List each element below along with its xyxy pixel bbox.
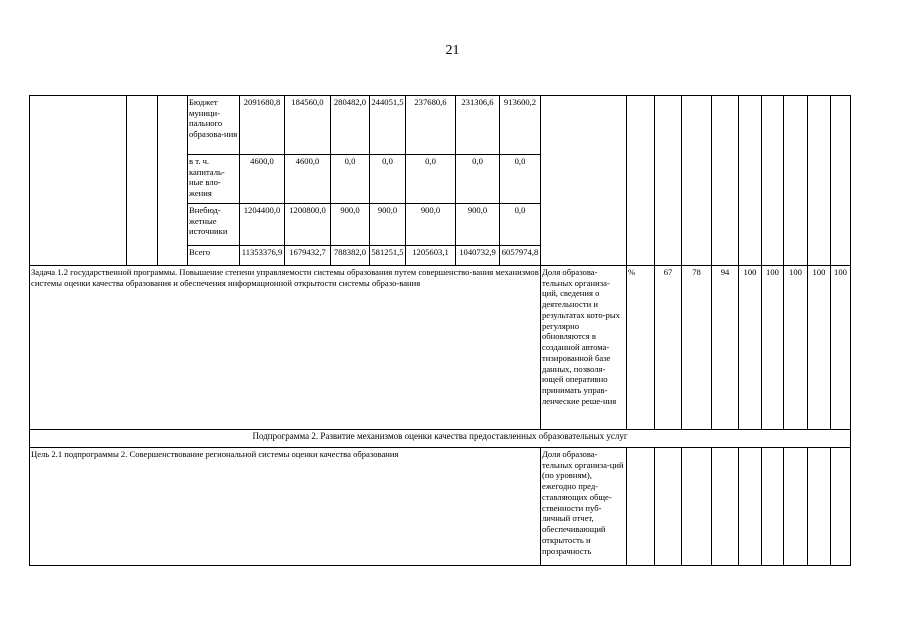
source-label: Бюджет муници-пального образова-ния (188, 96, 240, 155)
amount-cell: 4600,0 (285, 155, 331, 204)
target-value-cell: 67 (655, 266, 682, 430)
source-label: Всего (188, 246, 240, 266)
table-row (30, 266, 851, 430)
indicator-cell: Доля образова-тельных организа-ций (по уровням), ежегодно пред-ставляющих обще-ственности пуб-личный отчет, обеспечивающий открытость и прозрачность (541, 448, 627, 566)
amount-cell: 900,0 (406, 204, 456, 246)
empty-cell (627, 96, 655, 266)
target-value-cell: 100 (831, 266, 851, 430)
amount-cell: 6057974,8 (500, 246, 541, 266)
target-value-cell: 78 (682, 266, 712, 430)
amount-cell: 900,0 (456, 204, 500, 246)
amount-cell: 2091680,8 (240, 96, 285, 155)
program-table (29, 95, 851, 566)
empty-cell (808, 96, 831, 266)
amount-cell: 0,0 (500, 204, 541, 246)
empty-cell (831, 96, 851, 266)
empty-cell (762, 96, 784, 266)
target-value-cell (712, 448, 739, 566)
unit-cell: % (627, 266, 655, 430)
amount-cell: 0,0 (456, 155, 500, 204)
amount-cell: 0,0 (406, 155, 456, 204)
source-label: Внебюд-жетные источники (188, 204, 240, 246)
target-value-cell: 100 (762, 266, 784, 430)
empty-cell (30, 96, 127, 266)
amount-cell: 788382,0 (331, 246, 370, 266)
target-value-cell: 100 (784, 266, 808, 430)
target-value-cell (808, 448, 831, 566)
target-value-cell: 100 (808, 266, 831, 430)
empty-cell (127, 96, 158, 266)
amount-cell: 1204400,0 (240, 204, 285, 246)
amount-cell: 184560,0 (285, 96, 331, 155)
empty-cell (541, 96, 627, 266)
empty-cell (784, 96, 808, 266)
amount-cell: 913600,2 (500, 96, 541, 155)
amount-cell: 1205603,1 (406, 246, 456, 266)
unit-cell (627, 448, 655, 566)
amount-cell: 1040732,9 (456, 246, 500, 266)
target-value-cell (831, 448, 851, 566)
empty-cell (712, 96, 739, 266)
page-number: 21 (445, 43, 460, 58)
target-value-cell (682, 448, 712, 566)
amount-cell: 4600,0 (240, 155, 285, 204)
target-value-cell (655, 448, 682, 566)
table-row (30, 448, 851, 566)
amount-cell: 244051,5 (370, 96, 406, 155)
task-description: Задача 1.2 государственной программы. Повышение степени управляемости системы образования путем совершенство-вания механизмов системы оценки качества образования и обеспечения информационной открытости системы образо-вания (30, 266, 541, 430)
empty-cell (739, 96, 762, 266)
amount-cell: 0,0 (331, 155, 370, 204)
subprogram-title: Подпрограмма 2. Развитие механизмов оценки качества предоставленных образовательных услуг (30, 430, 851, 448)
amount-cell: 11353376,9 (240, 246, 285, 266)
amount-cell: 0,0 (370, 155, 406, 204)
empty-cell (682, 96, 712, 266)
target-value-cell (762, 448, 784, 566)
amount-cell: 231306,6 (456, 96, 500, 155)
goal-description: Цель 2.1 подпрограммы 2. Совершенствование региональной системы оценки качества образования (30, 448, 541, 566)
source-label: в т. ч. капиталь-ные вло-жения (188, 155, 240, 204)
table-row (30, 430, 851, 448)
amount-cell: 900,0 (331, 204, 370, 246)
amount-cell: 1679432,7 (285, 246, 331, 266)
empty-cell (158, 96, 188, 266)
amount-cell: 581251,5 (370, 246, 406, 266)
amount-cell: 237680,6 (406, 96, 456, 155)
target-value-cell: 100 (739, 266, 762, 430)
target-value-cell: 94 (712, 266, 739, 430)
table-row (30, 96, 851, 155)
indicator-cell: Доля образова-тельных организа-ций, сведения о деятельности и результатах кото-рых регулярно обновляются в созданной автома-тизированной базе данных, позволя-ющей оперативно принимать управ-ленческие реше-ния (541, 266, 627, 430)
amount-cell: 280482,0 (331, 96, 370, 155)
target-value-cell (739, 448, 762, 566)
empty-cell (655, 96, 682, 266)
target-value-cell (784, 448, 808, 566)
amount-cell: 0,0 (500, 155, 541, 204)
amount-cell: 1200800,0 (285, 204, 331, 246)
amount-cell: 900,0 (370, 204, 406, 246)
